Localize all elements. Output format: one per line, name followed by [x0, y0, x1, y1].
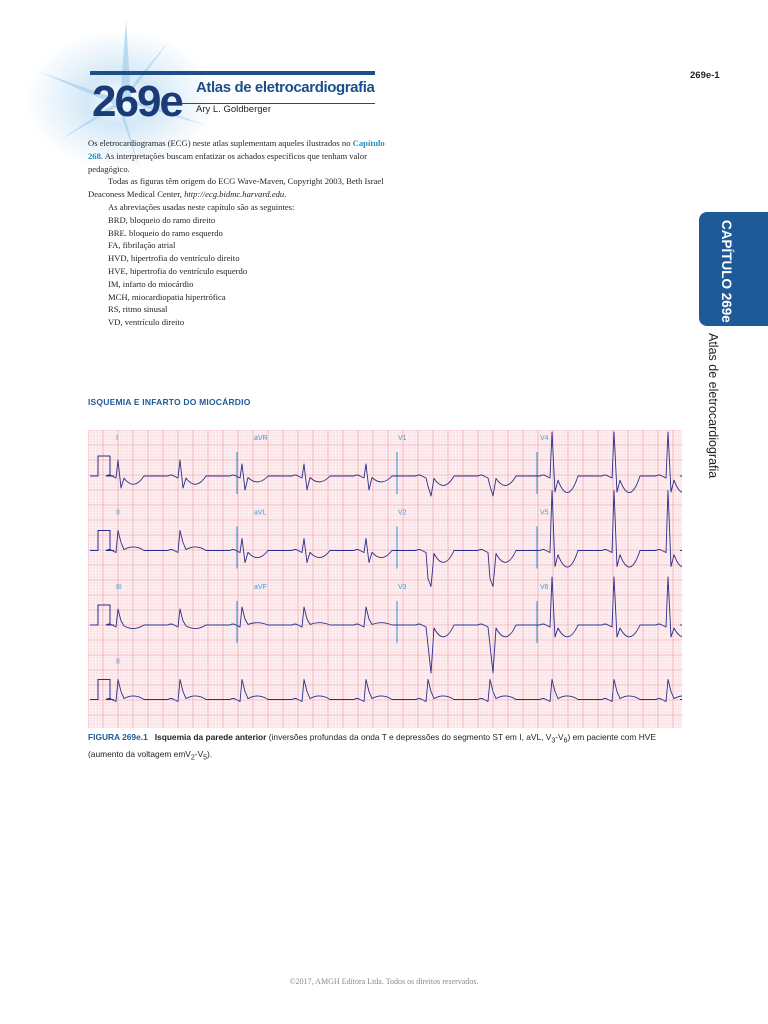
- abbreviation-item: VD, ventrículo direito: [108, 317, 185, 328]
- copyright-footer: ©2017, AMGH Editora Ltda. Todos os direitos reservados.: [289, 977, 479, 986]
- chapter-title: Atlas de eletrocardiografia: [196, 79, 375, 96]
- abbreviation-item: BRD, bloqueio do ramo direito: [108, 214, 216, 225]
- caption-text: (inversões profundas da onda T e depressões do segmento ST em I, aVL, V: [266, 732, 552, 742]
- caption-text: -V: [194, 748, 204, 759]
- chapter-author: Ary L. Goldberger: [196, 104, 271, 115]
- intro-text: [88, 137, 388, 329]
- lead-label-v1: V1: [398, 435, 407, 442]
- intro-p2-text: Todas as figuras têm origem do ECG Wave-Maven, Copyright 2003, Beth Israel Deaconess Medical Center,: [88, 176, 384, 200]
- lead-label-avl: aVL: [254, 509, 267, 517]
- intro-paragraph-1: [88, 137, 388, 175]
- lead-label-ii: II: [116, 509, 120, 517]
- intro-p1-text: Os eletrocardiogramas (ECG) neste atlas suplementam aqueles ilustrados no: [88, 138, 353, 148]
- abbreviation-item: IM, infarto do miocárdio: [108, 278, 194, 289]
- lead-label-v2: V2: [398, 509, 407, 517]
- abbreviation-item: HVE, hipertrofia do ventrículo esquerdo: [108, 265, 248, 276]
- intro-p2-rest: .: [284, 189, 287, 200]
- abbreviation-item: MCH, miocardiopatia hipertrófica: [108, 291, 226, 302]
- lead-label-iii: III: [116, 584, 122, 591]
- figure-title: Isquemia da parede anterior: [154, 732, 267, 742]
- side-tab-label: CAPÍTULO 269e: [719, 220, 734, 323]
- ecg-tracing-figure: [88, 430, 682, 728]
- page-number: 269e-1: [690, 70, 720, 81]
- abbreviations-heading: As abreviações usadas neste capítulo são as seguintes:: [108, 201, 295, 212]
- chapter-268-link[interactable]: Capítulo 268: [88, 138, 385, 161]
- caption-text: ).: [207, 748, 213, 759]
- section-heading: ISQUEMIA E INFARTO DO MIOCÁRDIO: [88, 397, 251, 407]
- lead-label-avr: aVR: [254, 435, 268, 442]
- caption-text: -V: [555, 732, 564, 742]
- figure-caption: [88, 731, 688, 764]
- caption-subscript: 6: [563, 737, 568, 745]
- ecg-source-url[interactable]: http://ecg.bidmc.harvard.edu: [184, 189, 285, 200]
- caption-subscript: 3: [551, 737, 556, 745]
- intro-paragraph-2: [88, 175, 388, 201]
- abbreviations-list: [88, 214, 388, 329]
- abbreviation-item: FA, fibrilação atrial: [108, 240, 176, 251]
- abbreviation-item: BRE. bloqueio do ramo esquerdo: [108, 227, 223, 238]
- title-rule: [90, 71, 375, 75]
- ecg-grid: [88, 430, 682, 728]
- caption-subscript: 2: [190, 754, 195, 762]
- lead-label-avf: aVF: [254, 584, 267, 591]
- caption-subscript: 5: [203, 754, 208, 762]
- lead-label-i: I: [116, 435, 118, 442]
- abbreviation-item: HVD, hipertrofia do ventrículo direito: [108, 253, 240, 264]
- intro-p1-rest: . As interpretações buscam enfatizar os achados específicos que tenham valor pedagógico.: [88, 150, 367, 174]
- lead-label-v6: V6: [540, 584, 549, 591]
- caption-text: ) em paciente com HVE (aumento da voltagem emV: [88, 732, 656, 759]
- lead-label-v3: V3: [398, 584, 407, 591]
- chapter-number: 269e: [92, 77, 182, 126]
- lead-label-ii: II: [116, 658, 120, 666]
- lead-label-v5: V5: [540, 509, 549, 517]
- abbreviation-item: RS, ritmo sinusal: [108, 304, 168, 315]
- lead-label-v4: V4: [540, 435, 549, 442]
- figure-label: FIGURA 269e.1: [88, 732, 148, 742]
- side-tab-subtitle: Atlas de eletrocardiografia: [706, 333, 720, 479]
